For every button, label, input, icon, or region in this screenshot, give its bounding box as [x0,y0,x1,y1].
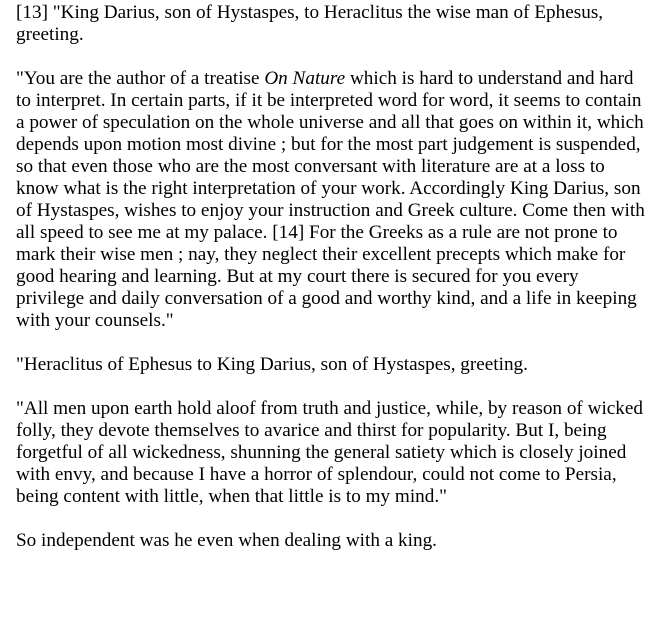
paragraph-heraclitus-salutation: "Heraclitus of Ephesus to King Darius, son of Hystaspes, greeting. [16,354,528,375]
paragraph-darius-letter [16,68,649,332]
paragraph-closing-remark: So independent was he even when dealing with a king. [16,530,437,551]
paragraph-heraclitus-letter: "All men upon earth hold aloof from truth and justice, while, by reason of wicked folly, they devote themselves to avarice and thirst for popularity. But I, being forgetful of all wickedness, shunning the general satiety which is closely joined with envy, and because I have a horror of splendour, could not come to Persia, being content with little, when that little is to my mind." [16,398,644,507]
letter-text-after-title: which is hard to understand and hard to interpret. In certain parts, if it be interpreted word for word, it seems to contain a power of speculation on the whole universe and all that goes on within it, which depends upon motion most divine ; but for the most part judgement is suspended, so that even those who are the most conversant with literature are at a loss to know what is the right interpretation of your work. Accordingly King Darius, son of Hystaspes, wishes to enjoy your instruction and Greek culture. Come then with all speed to see me at my palace. [14] For the Greeks as a rule are not prone to mark their wise men ; nay, they neglect their excellent precepts which make for good hearing and learning. But at my court there is secured for you every privilege and daily conversation of a good and worthy kind, and a life in keeping with your counsels." [16,68,645,331]
treatise-title: On Nature [264,68,346,89]
letter-text-before-title: "You are the author of a treatise [16,68,265,89]
paragraph-darius-salutation: [13] "King Darius, son of Hystaspes, to Heraclitus the wise man of Ephesus, greeting. [16,2,604,45]
